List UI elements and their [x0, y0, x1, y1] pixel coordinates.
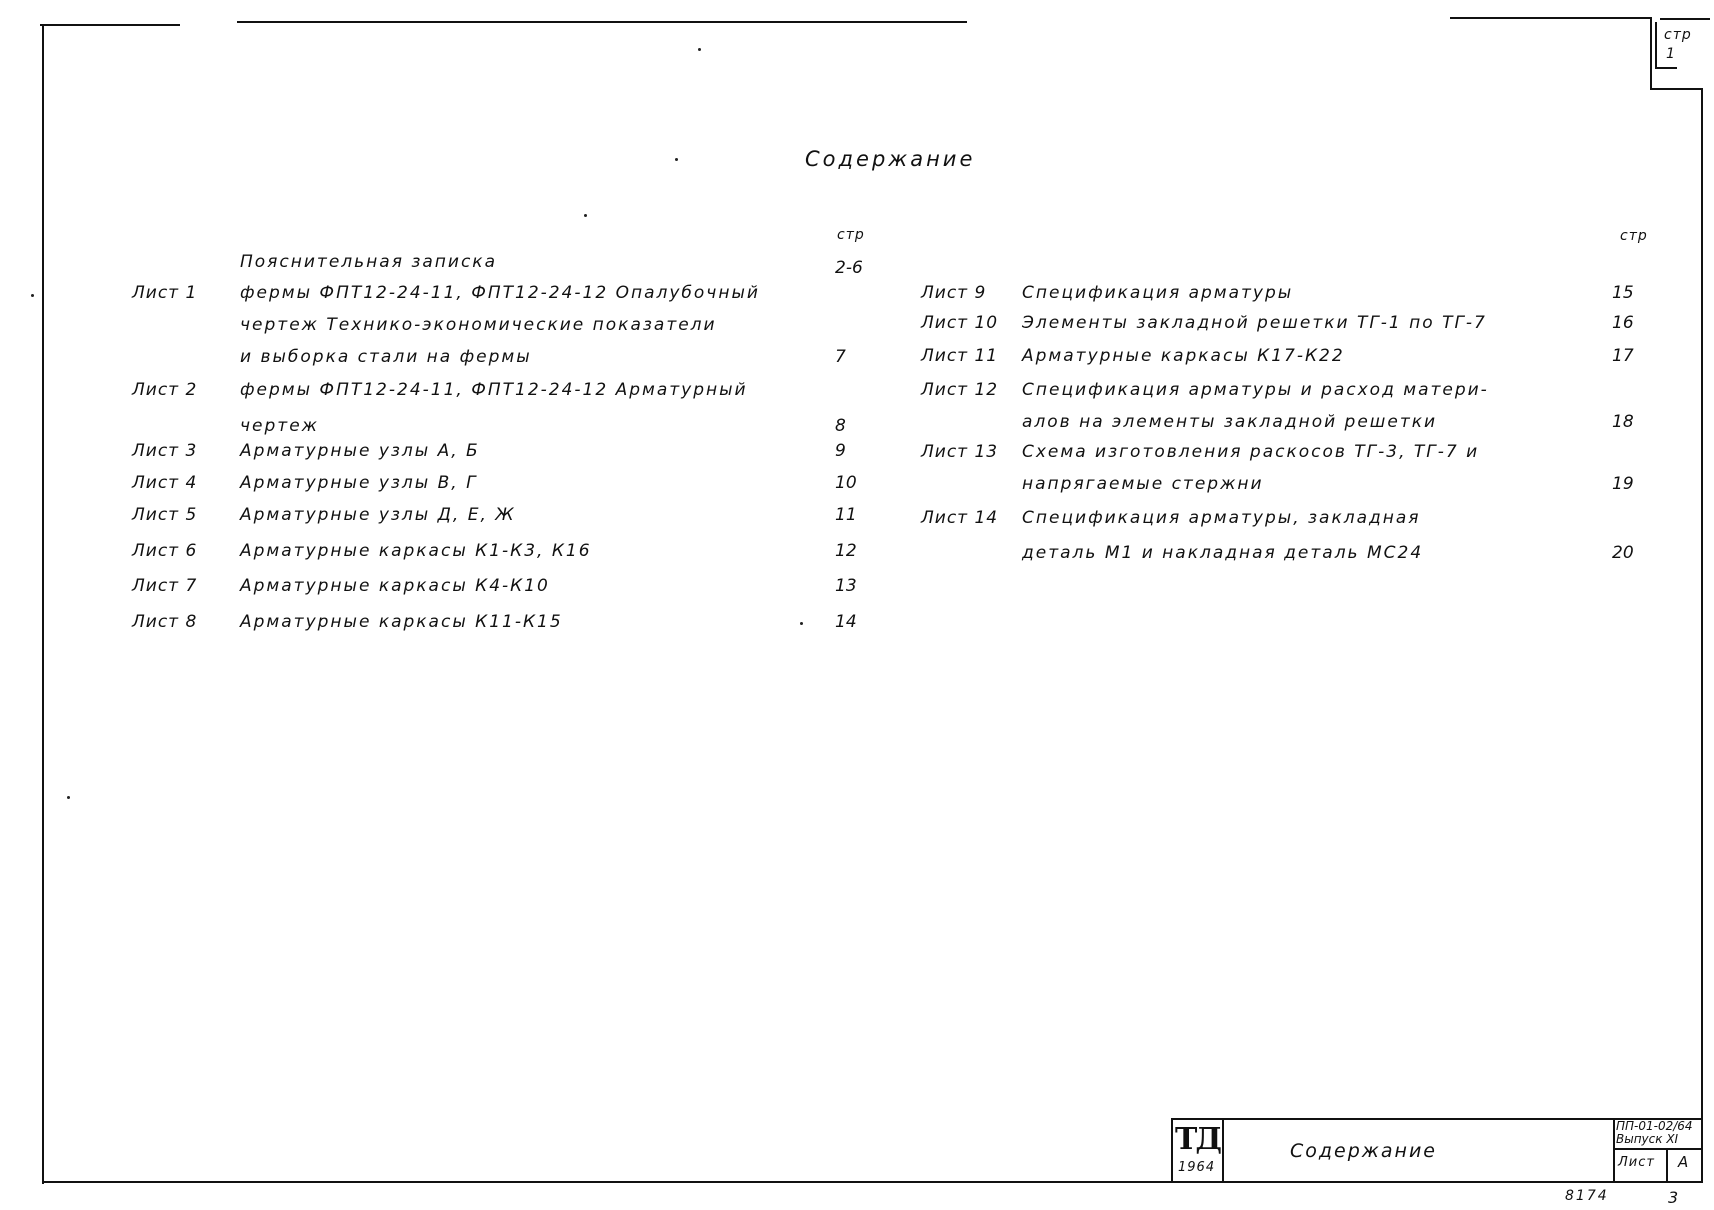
- frame-right: [1701, 88, 1703, 1183]
- footer-page: 3: [1668, 1188, 1680, 1207]
- corner-tab-label: стр: [1664, 27, 1692, 43]
- speck: [584, 214, 587, 217]
- frame-top-left: [40, 24, 180, 26]
- corner-tab-num: 1: [1666, 46, 1676, 62]
- frame-bottom: [42, 1181, 1703, 1183]
- sheet-number: Лист 11: [921, 346, 999, 366]
- entry-page-number: 13: [835, 576, 857, 596]
- title-block-left: [1171, 1118, 1173, 1183]
- sheet-number: Лист 9: [921, 283, 987, 303]
- entry-page-number: 9: [835, 441, 846, 461]
- entry-text-line: Арматурные каркасы К17-К22: [1022, 346, 1345, 366]
- frame-top-mid: [237, 21, 967, 23]
- entry-page-number: 2-6: [835, 258, 863, 278]
- entry-text-line: напрягаемые стержни: [1022, 474, 1264, 494]
- corner-tab-bottom: [1655, 67, 1677, 69]
- entry-text-line: Арматурные узлы В, Г: [240, 473, 478, 493]
- entry-text-line: Пояснительная записка: [240, 252, 497, 272]
- corner-tab-left: [1655, 22, 1657, 68]
- col-header-left: стр: [837, 227, 865, 243]
- speck: [67, 796, 70, 799]
- sheet-number: Лист 8: [132, 612, 198, 632]
- frame-left: [42, 24, 44, 1184]
- title-block-logo: ТД: [1175, 1122, 1220, 1157]
- sheet-number: Лист 3: [132, 441, 198, 461]
- entry-page-number: 12: [835, 541, 857, 561]
- entry-text-line: алов на элементы закладной решетки: [1022, 412, 1438, 432]
- entry-page-number: 14: [835, 612, 857, 632]
- title-block-sheet-value: А: [1678, 1153, 1690, 1171]
- entry-text-line: чертеж Технико-экономические показатели: [240, 315, 717, 335]
- title-block-issue: Выпуск XI: [1616, 1132, 1679, 1146]
- frame-top-right: [1450, 17, 1650, 19]
- title-block-year: 1964: [1178, 1160, 1216, 1175]
- sheet-number: Лист 2: [132, 380, 198, 400]
- sheet-number: Лист 12: [921, 380, 999, 400]
- frame-right-top-join: [1650, 88, 1703, 90]
- entry-text-line: и выборка стали на фермы: [240, 347, 532, 367]
- sheet-number: Лист 13: [921, 442, 999, 462]
- title-block-code: ПП-01-02/64: [1616, 1119, 1693, 1133]
- speck: [800, 622, 803, 625]
- sheet-number: Лист 14: [921, 508, 999, 528]
- speck: [31, 294, 34, 297]
- entry-page-number: 18: [1612, 412, 1634, 432]
- title-block-vsplit: [1666, 1148, 1668, 1183]
- speck: [675, 158, 678, 161]
- title-block-name: Содержание: [1290, 1140, 1437, 1162]
- entry-text-line: фермы ФПТ12-24-11, ФПТ12-24-12 Опалубочный: [240, 283, 760, 303]
- entry-page-number: 20: [1612, 543, 1634, 563]
- sheet-number: Лист 5: [132, 505, 198, 525]
- sheet-number: Лист 1: [132, 283, 198, 303]
- entry-text-line: Арматурные каркасы К11-К15: [240, 612, 563, 632]
- entry-page-number: 8: [835, 416, 846, 436]
- footer-number: 8174: [1565, 1188, 1609, 1204]
- title-block-div2: [1613, 1118, 1615, 1183]
- entry-text-line: Арматурные каркасы К4-К10: [240, 576, 550, 596]
- entry-text-line: Элементы закладной решетки ТГ-1 по ТГ-7: [1022, 313, 1487, 333]
- entry-page-number: 15: [1612, 283, 1634, 303]
- page-title: Содержание: [805, 147, 976, 171]
- entry-text-line: чертеж: [240, 416, 319, 436]
- sheet-number: Лист 4: [132, 473, 198, 493]
- entry-text-line: Арматурные каркасы К1-К3, К16: [240, 541, 592, 561]
- title-block-div1: [1222, 1118, 1224, 1183]
- frame-right-top-link: [1650, 17, 1652, 89]
- entry-page-number: 19: [1612, 474, 1634, 494]
- entry-text-line: Спецификация арматуры, закладная: [1022, 508, 1421, 528]
- entry-page-number: 16: [1612, 313, 1634, 333]
- entry-page-number: 10: [835, 473, 857, 493]
- entry-text-line: Арматурные узлы А, Б: [240, 441, 480, 461]
- title-block-hsplit: [1613, 1148, 1703, 1150]
- entry-text-line: Схема изготовления раскосов ТГ-3, ТГ-7 и: [1022, 442, 1480, 462]
- sheet-number: Лист 10: [921, 313, 999, 333]
- col-header-right: стр: [1620, 228, 1648, 244]
- entry-text-line: Арматурные узлы Д, Е, Ж: [240, 505, 516, 525]
- entry-page-number: 17: [1612, 346, 1634, 366]
- title-block-sheet-label: Лист: [1618, 1155, 1655, 1170]
- frame-top-right-short: [1660, 18, 1710, 20]
- entry-page-number: 11: [835, 505, 857, 525]
- entry-page-number: 7: [835, 347, 846, 367]
- entry-text-line: деталь М1 и накладная деталь МС24: [1022, 543, 1424, 563]
- entry-text-line: Спецификация арматуры и расход матери-: [1022, 380, 1489, 400]
- sheet-number: Лист 7: [132, 576, 198, 596]
- entry-text-line: Спецификация арматуры: [1022, 283, 1294, 303]
- speck: [698, 48, 701, 51]
- sheet-number: Лист 6: [132, 541, 198, 561]
- entry-text-line: фермы ФПТ12-24-11, ФПТ12-24-12 Арматурный: [240, 380, 748, 400]
